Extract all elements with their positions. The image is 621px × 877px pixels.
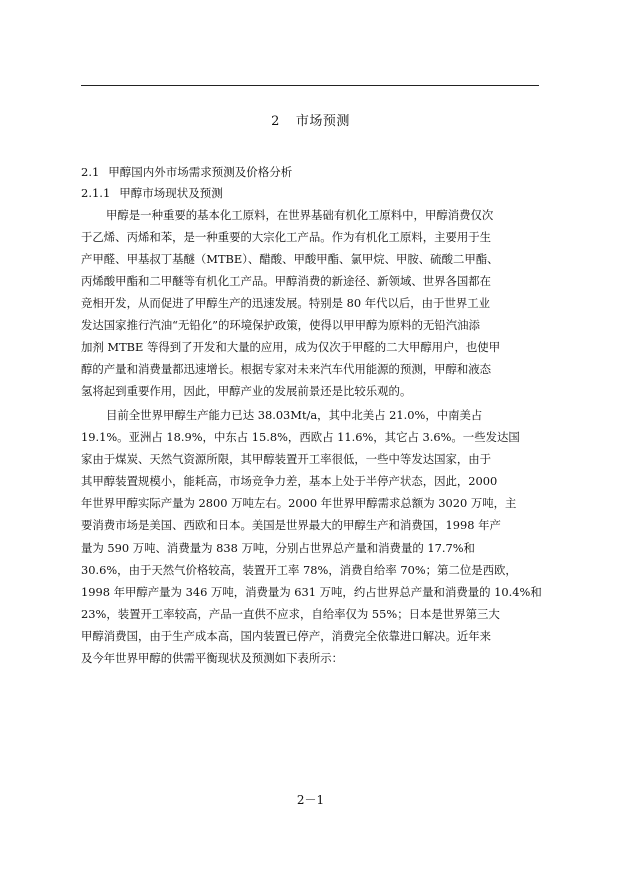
section-title-text: 市场预测 <box>295 114 350 129</box>
body-line: 产甲醛、甲基叔丁基醚（MTBE）、醋酸、甲酸甲酯、氯甲烷、甲胺、硫酸二甲酯、 <box>81 252 499 266</box>
body-line: 竞相开发，从而促进了甲醇生产的迅速发展。特别是 80 年代以后，由于世界工业 <box>81 296 491 310</box>
subsection-title: 甲醇市场现状及预测 <box>119 186 223 200</box>
page-number: 2－1 <box>296 793 325 807</box>
body-line: 目前全世界甲醇生产能力已达 38.03Mt/a，其中北美占 21.0%，中南美占 <box>106 408 483 422</box>
body-line: 年世界甲醇实际产量为 2800 万吨左右。2000 年世界甲醇需求总额为 3020 万吨，主 <box>81 496 517 510</box>
body-line: 23%，装置开工率较高，产品一直供不应求，自给率仅为 55%；日本是世界第三大 <box>81 607 500 621</box>
body-line: 家由于煤炭、天然气资源所限，其甲醇装置开工率很低，一些中等发达国家，由于 <box>81 452 492 466</box>
body-line: 其甲醇装置规模小，能耗高，市场竞争力差，基本上处于半停产状态，因此，2000 <box>81 474 498 488</box>
section-number: 2 <box>271 114 280 129</box>
body-line: 发达国家推行汽油“无铅化”的环境保护政策，使得以甲甲醇为原料的无铅汽油添 <box>81 318 480 332</box>
section-title <box>0 110 621 129</box>
subsection-heading-2-1-1 <box>81 185 223 201</box>
body-line: 丙烯酸甲酯和二甲醚等有机化工产品。甲醇消费的新途径、新领域、世界各国都在 <box>81 274 492 288</box>
body-line: 1998 年甲醇产量为 346 万吨，消费量为 631 万吨，约占世界总产量和消费量的 10.4%和 <box>81 585 542 599</box>
subsection-number: 2.1.1 <box>81 186 111 200</box>
body-line: 19.1%。亚洲占 18.9%，中东占 15.8%，西欧占 11.6%，其它占 3.6%。一些发达国 <box>81 430 520 444</box>
header-rule <box>81 85 539 86</box>
body-line: 要消费市场是美国、西欧和日本。美国是世界最大的甲醇生产和消费国，1998 年产 <box>81 518 501 532</box>
subsection-heading-2-1 <box>81 164 292 180</box>
body-line: 氢将起到重要作用，因此，甲醇产业的发展前景还是比较乐观的。 <box>81 384 412 398</box>
body-line: 30.6%，由于天然气价格较高，装置开工率 78%，消费自给率 70%；第二位是西欧， <box>81 563 517 577</box>
body-line: 加剂 MTBE 等得到了开发和大量的应用，成为仅次于甲醛的二大甲醇用户，也使甲 <box>81 340 501 354</box>
subsection-number: 2.1 <box>81 165 100 179</box>
body-line: 量为 590 万吨、消费量为 838 万吨，分别占世界总产量和消费量的 17.7%和 <box>81 541 475 555</box>
subsection-title: 甲醇国内外市场需求预测及价格分析 <box>108 165 293 179</box>
body-line: 甲醇是一种重要的基本化工原料，在世界基础有机化工原料中，甲醇消费仅次 <box>106 208 494 222</box>
body-line: 醇的产量和消费量都迅速增长。根据专家对未来汽车代用能源的预测，甲醇和液态 <box>81 362 492 376</box>
body-line: 于乙烯、丙烯和苯，是一种重要的大宗化工产品。作为有机化工原料，主要用于生 <box>81 230 492 244</box>
body-line: 甲醇消费国，由于生产成本高，国内装置已停产，消费完全依靠进口解决。近年来 <box>81 629 492 643</box>
body-line: 及今年世界甲醇的供需平衡现状及预测如下表所示： <box>81 651 343 665</box>
